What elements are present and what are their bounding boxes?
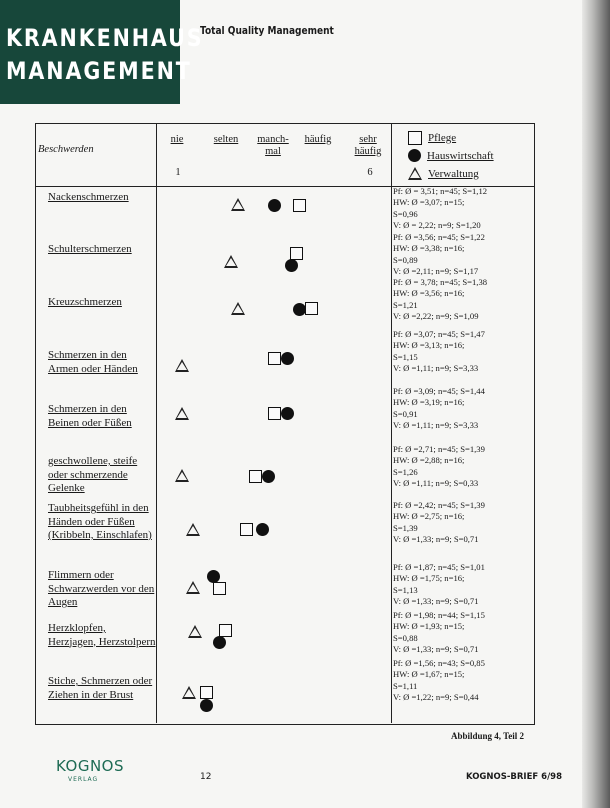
dot-marker (256, 523, 269, 536)
square-marker (305, 302, 318, 315)
triangle-marker (175, 469, 189, 482)
row-label: Stiche, Schmerzen oder Ziehen in der Brust (48, 675, 153, 701)
dot-marker (285, 259, 298, 272)
triangle-marker (188, 625, 202, 638)
dot-marker (262, 470, 275, 483)
row-label: Schulterschmerzen (48, 243, 132, 255)
square-marker (240, 523, 253, 536)
dot-marker (281, 352, 294, 365)
row-label: Kreuzschmerzen (48, 296, 122, 308)
scale-label-sometimes: manch- mal (257, 134, 289, 157)
column-header-complaints: Beschwerden (38, 144, 94, 155)
row-label: Nackenschmerzen (48, 191, 129, 203)
scale-min: 1 (175, 167, 181, 178)
dot-marker (268, 199, 281, 212)
triangle-marker (224, 255, 238, 268)
scale-label-often: häufig (304, 134, 332, 145)
row-stats: Pf: Ø =2,71; n=45; S=1,39 HW: Ø =2,88; n=16; S=1,26 V: Ø =1,11; n=9; S=0,33 (393, 444, 485, 488)
logo-text: KOGNOS (56, 757, 124, 775)
legend-label: Verwaltung (428, 167, 479, 180)
square-marker (249, 470, 262, 483)
legend-label: Pflege (428, 132, 457, 144)
scale-label-rarely: selten (213, 134, 239, 145)
row-label: geschwollene, steife oder schmerzende Gelenke (48, 455, 138, 494)
logo-subtext: VERLAG (68, 776, 99, 783)
legend-item-verwaltung (408, 167, 479, 180)
row-stats: Pf: Ø =1,98; n=44; S=1,15 HW: Ø =1,93; n=15; S=0,88 V: Ø =1,33; n=9; S=0,71 (393, 610, 485, 654)
brand-block (0, 0, 204, 104)
triangle-marker (175, 359, 189, 372)
brand-line-2: MANAGEMENT (6, 57, 192, 85)
square-marker (268, 352, 281, 365)
kognos-logo (56, 757, 124, 783)
triangle-marker (175, 407, 189, 420)
issue-label: KOGNOS-BRIEF 6/98 (466, 772, 563, 782)
square-marker (268, 407, 281, 420)
legend-item-hauswirtschaft (408, 149, 494, 162)
square-marker (200, 686, 213, 699)
row-stats: Pf: Ø =3,56; n=45; S=1,22 HW: Ø =3,38; n=16; S=0,89 V: Ø =2,11; n=9; S=1,17 (393, 232, 485, 276)
dot-icon (408, 149, 421, 162)
triangle-marker (231, 198, 245, 211)
square-marker (219, 624, 232, 637)
legend-item-pflege (408, 131, 456, 145)
section-title: Total Quality Management (200, 24, 334, 37)
triangle-marker (186, 581, 200, 594)
figure-caption: Abbildung 4, Teil 2 (451, 731, 525, 741)
row-stats: Pf: Ø =1,87; n=45; S=1,01 HW: Ø =1,75; n=16; S=1,13 V: Ø =1,33; n=9; S=0,71 (393, 562, 485, 606)
triangle-marker (186, 523, 200, 536)
square-marker (213, 582, 226, 595)
triangle-marker (182, 686, 196, 699)
column-divider (156, 123, 157, 723)
triangle-marker (231, 302, 245, 315)
brand-line-1: KRANKENHAUS (6, 24, 204, 52)
dot-marker (200, 699, 213, 712)
row-label: Taubheitsgefühl in den Händen oder Füßen (Kribbeln, Einschlafen) (48, 502, 152, 541)
row-stats: Pf: Ø = 3,78; n=45; S=1,38 HW: Ø =3,56; n=16; S=1,21 V: Ø =2,22; n=9; S=1,09 (393, 277, 488, 321)
page-edge-shadow (582, 0, 610, 808)
scale-label-never: nie (170, 134, 184, 145)
triangle-icon (408, 167, 422, 180)
page-number: 12 (200, 772, 212, 782)
row-label: Schmerzen in den Armen oder Händen (48, 349, 138, 375)
legend-label: Hauswirtschaft (427, 149, 494, 162)
row-stats: Pf: Ø =3,07; n=45; S=1,47 HW: Ø =3,13; n=16; S=1,15 V: Ø =1,11; n=9; S=3,33 (393, 329, 485, 373)
scale-max: 6 (367, 167, 373, 178)
row-stats: Pf: Ø = 3,51; n=45; S=1,12 HW: Ø =3,07; n=15; S=0,96 V: Ø = 2,22; n=9; S=1,20 (393, 186, 488, 230)
row-label: Flimmern oder Schwarzwerden vor den Augen (48, 569, 155, 608)
square-icon (408, 131, 422, 145)
dot-marker (281, 407, 294, 420)
row-stats: Pf: Ø =1,56; n=43; S=0,85 HW: Ø =1,67; n=15; S=1,11 V: Ø =1,22; n=9; S=0,44 (393, 658, 485, 702)
row-label: Herzklopfen, Herzjagen, Herzstolpern (48, 622, 156, 648)
square-marker (293, 199, 306, 212)
row-label: Schmerzen in den Beinen oder Füßen (48, 403, 132, 429)
dot-marker (213, 636, 226, 649)
row-stats: Pf: Ø =3,09; n=45; S=1,44 HW: Ø =3,19; n=16; S=0,91 V: Ø =1,11; n=9; S=3,33 (393, 386, 485, 430)
scale-label-very-often: sehr häufig (354, 134, 382, 157)
column-divider (391, 123, 392, 723)
row-stats: Pf: Ø =2,42; n=45; S=1,39 HW: Ø =2,75; n=16; S=1,39 V: Ø =1,33; n=9; S=0,71 (393, 500, 485, 544)
